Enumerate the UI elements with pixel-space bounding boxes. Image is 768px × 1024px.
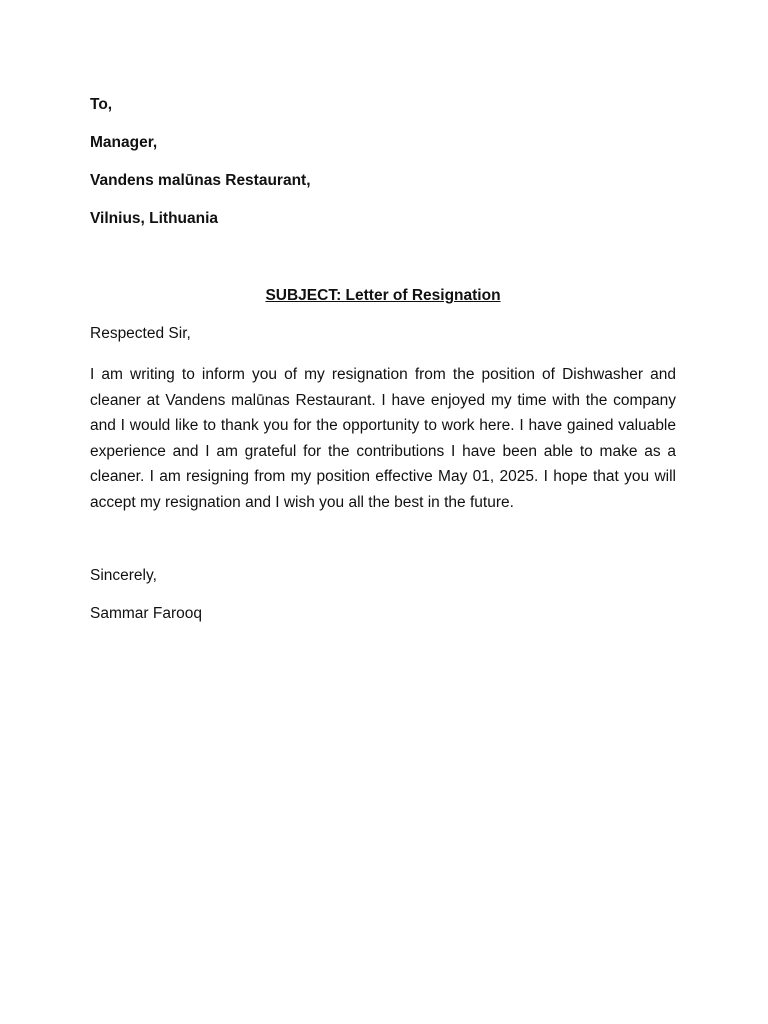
- recipient-title: Manager,: [90, 134, 158, 151]
- recipient-to: To,: [90, 96, 113, 113]
- letter-body: I am writing to inform you of my resignation from the position of Dishwasher and cleaner at Vandens malūnas Restaurant. I have enjoyed my time with the company and I would like to thank you for the opportunity to work here. I have gained valuable experience and I am grateful for the contributions I have been able to make as a cleaner. I am resigning from my position effective May 01, 2025. I hope that you will accept my resignation and I wish you all the best in the future.: [90, 366, 676, 511]
- recipient-company: Vandens malūnas Restaurant,: [90, 172, 311, 189]
- salutation: Respected Sir,: [90, 325, 191, 342]
- signature-name: Sammar Farooq: [90, 605, 202, 622]
- subject-text: SUBJECT: Letter of Resignation: [265, 287, 501, 304]
- subject-line: [90, 286, 676, 306]
- closing: Sincerely,: [90, 567, 157, 584]
- recipient-location: Vilnius, Lithuania: [90, 210, 219, 227]
